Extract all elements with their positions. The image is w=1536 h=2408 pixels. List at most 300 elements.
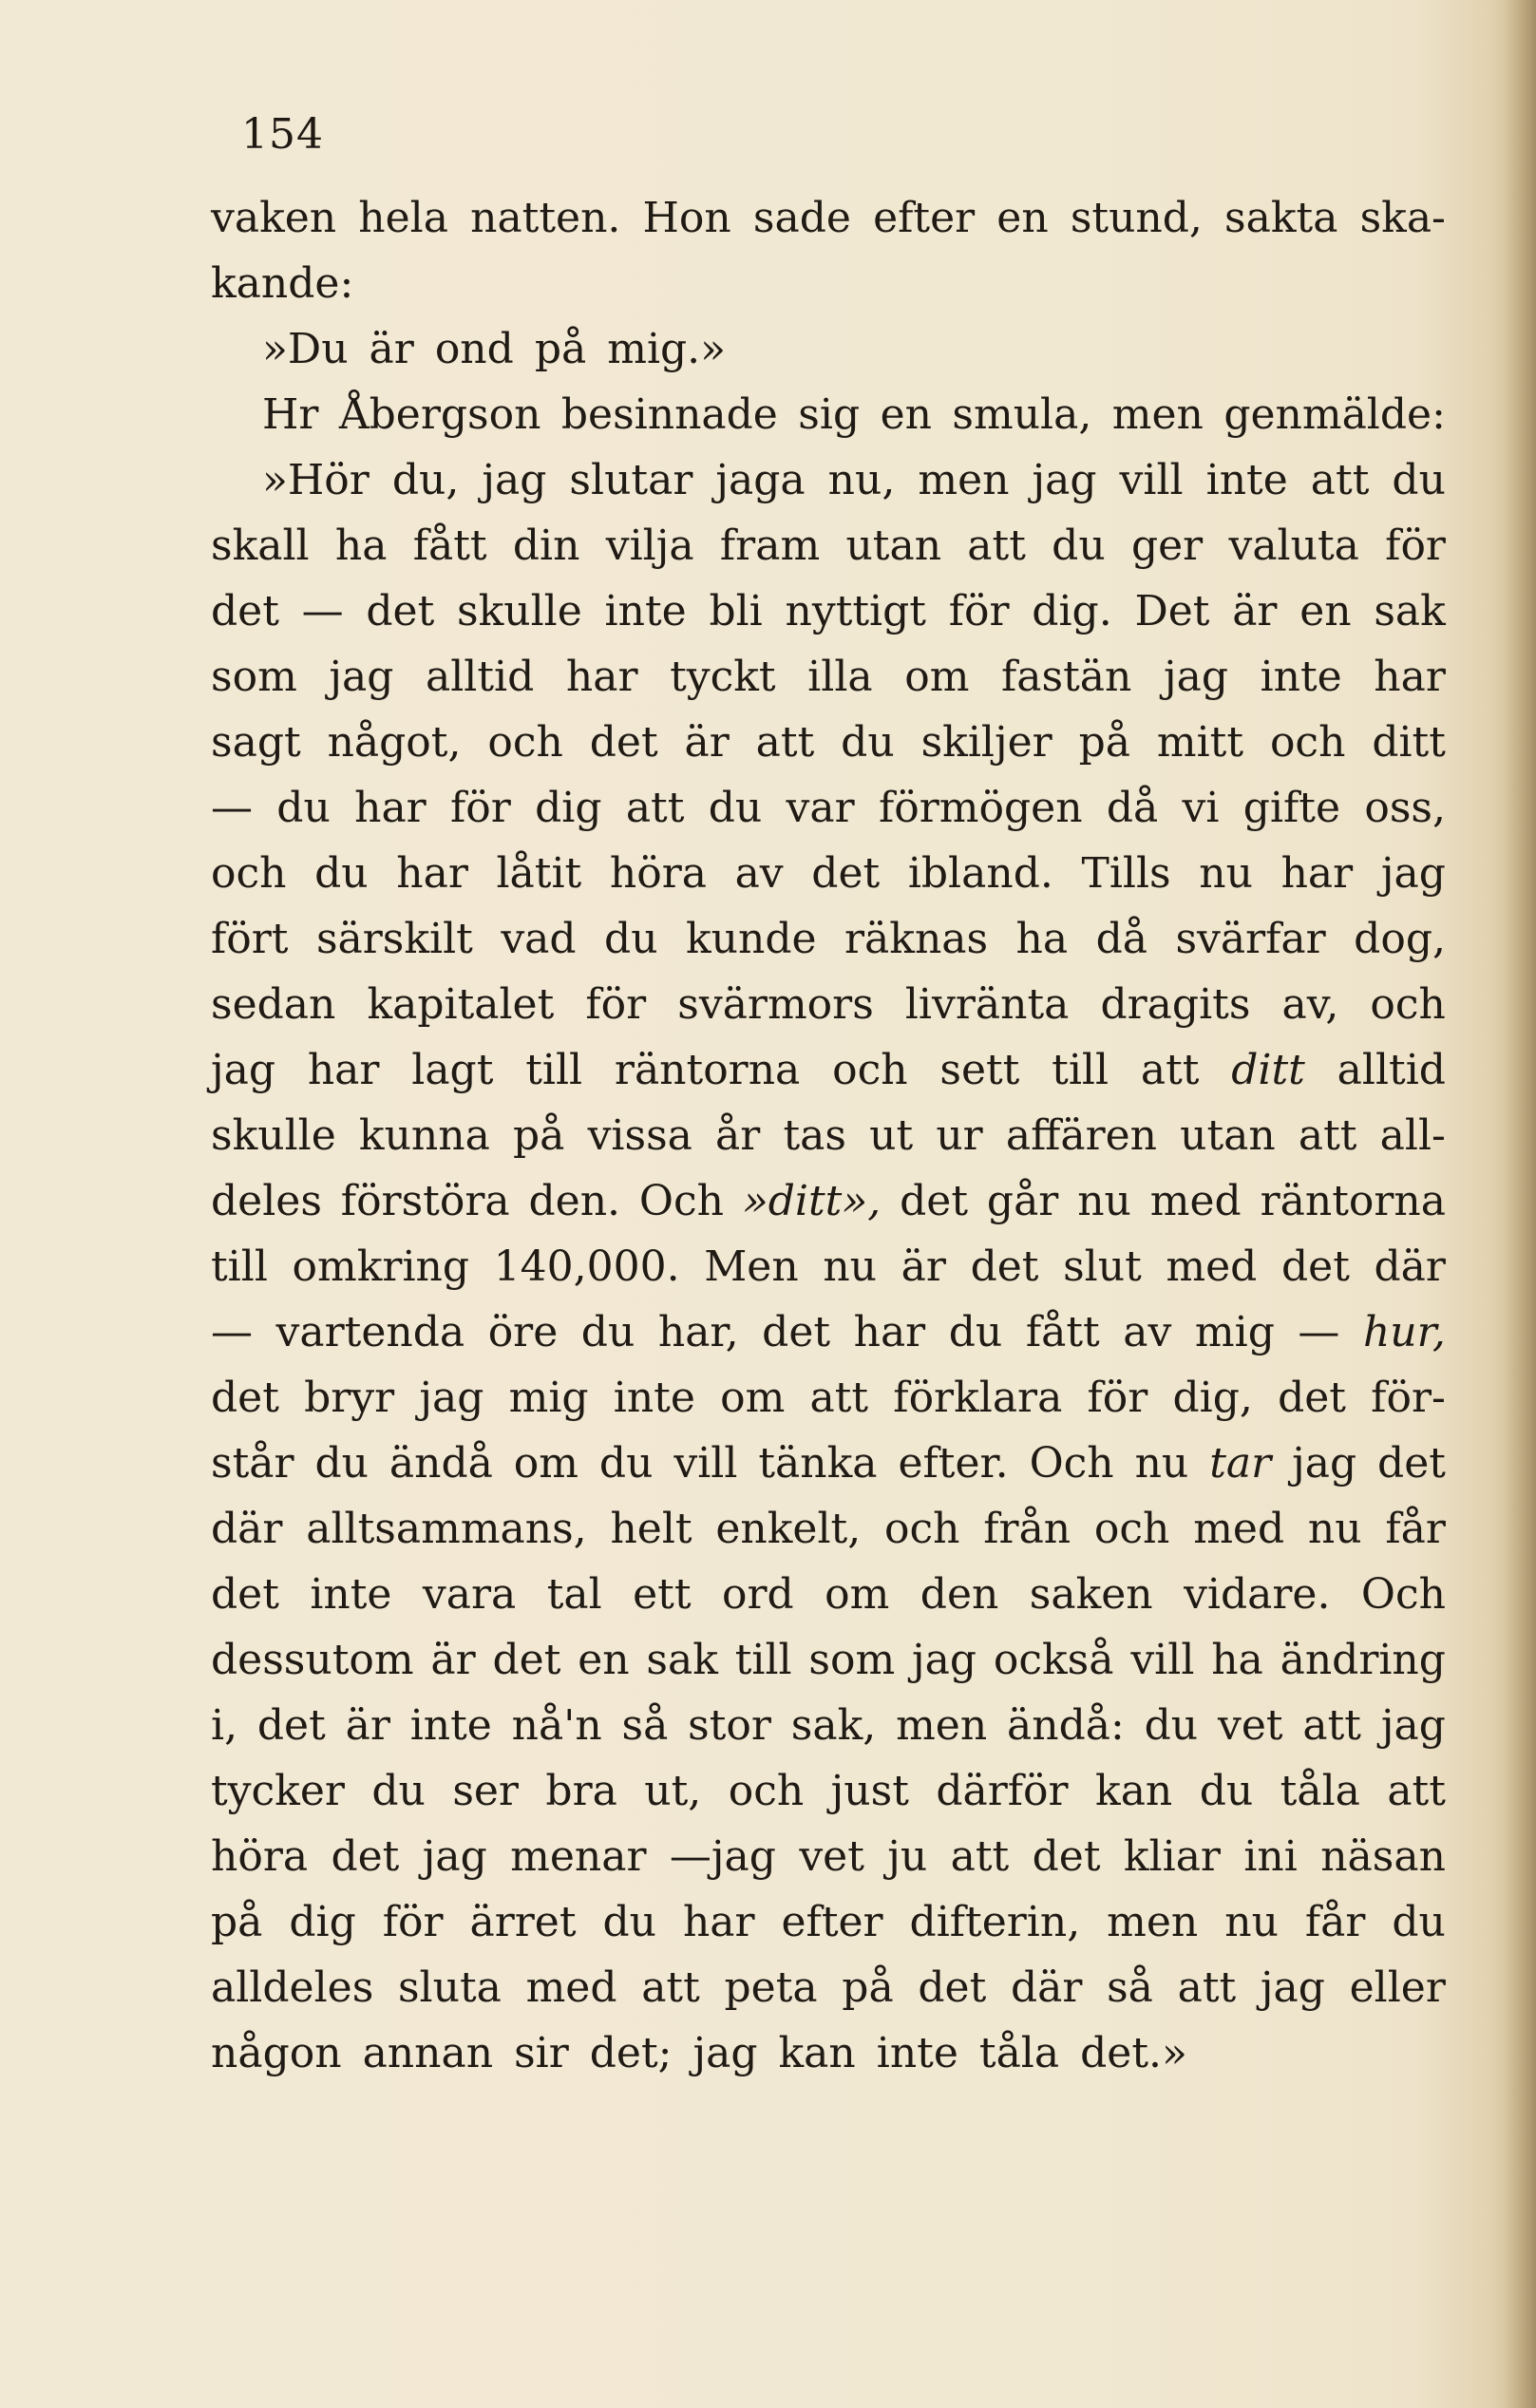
word: det [762, 1308, 831, 1356]
word: alldeles [211, 1963, 374, 2012]
word: av [734, 849, 784, 898]
word: om [904, 653, 970, 701]
word: bli [709, 587, 763, 635]
word: tänka [758, 1439, 878, 1488]
text-line [211, 513, 1446, 578]
word: har [853, 1308, 926, 1356]
word: det [1280, 1242, 1350, 1291]
word: nu [1199, 849, 1253, 898]
word: ut [869, 1111, 914, 1160]
word: att [1177, 1963, 1237, 2012]
word: en [1299, 587, 1352, 635]
word: har [565, 653, 638, 701]
word: du [276, 784, 331, 832]
word: men [1107, 1898, 1199, 1946]
word: därför [936, 1767, 1069, 1815]
word: kande: [211, 259, 354, 308]
word: det [970, 1242, 1039, 1291]
word: för [382, 1898, 444, 1946]
word: att [1298, 1111, 1357, 1160]
word: sig [798, 390, 861, 439]
word: men [1111, 390, 1204, 439]
word: på [534, 325, 587, 373]
word: »ditt», [742, 1177, 882, 1225]
word: höra [211, 1832, 309, 1881]
text-line [211, 251, 1446, 316]
word: så [621, 1701, 669, 1750]
word: jag [1163, 653, 1228, 701]
word: vill [673, 1439, 738, 1488]
word: det [1377, 1439, 1446, 1488]
word: det [811, 849, 881, 898]
word: för [948, 587, 1010, 635]
word: på [211, 1898, 263, 1946]
word: har [354, 784, 427, 832]
word: smula, [952, 390, 1092, 439]
page-number: 154 [241, 110, 324, 159]
word: jag [1292, 1439, 1357, 1488]
word: på [842, 1963, 894, 2012]
word: sir [514, 2029, 569, 2077]
word: lagt [411, 1046, 494, 1094]
text-line [211, 644, 1446, 710]
word: om [513, 1439, 578, 1488]
word: förklara [893, 1374, 1063, 1422]
word: ändå: [1007, 1701, 1125, 1750]
word: till [211, 1242, 268, 1291]
word: med [1166, 1242, 1258, 1291]
word: där [211, 1505, 283, 1553]
word: din [512, 521, 580, 570]
word: ha [1015, 915, 1069, 963]
word: jag [422, 1832, 487, 1881]
word: inte [310, 1570, 392, 1619]
word: Och [1029, 1439, 1114, 1488]
word: där [1010, 1963, 1083, 2012]
word: vidare. [1184, 1570, 1331, 1619]
word: du [948, 1308, 1003, 1356]
word: affären [1005, 1111, 1157, 1160]
word: den. [528, 1177, 621, 1225]
word: sakta [1224, 194, 1338, 242]
word: jag [1032, 456, 1097, 504]
word: sak [646, 1636, 718, 1684]
word: förmögen [878, 784, 1083, 832]
word: Åbergson [338, 390, 541, 439]
word: Det [1134, 587, 1210, 635]
word: nu [1307, 1505, 1362, 1553]
word: och [1093, 1505, 1170, 1553]
word: tåla [978, 2029, 1060, 2077]
text-line [211, 841, 1446, 906]
word: med [1149, 1177, 1242, 1225]
word: men [918, 456, 1010, 504]
word: var [786, 784, 855, 832]
word: vissa [587, 1111, 692, 1160]
word: hur, [1362, 1308, 1446, 1356]
word: gifte [1242, 784, 1341, 832]
word: ett [633, 1570, 692, 1619]
word: dessutom [211, 1636, 414, 1684]
word: något, [327, 718, 462, 767]
word: all- [1379, 1111, 1446, 1160]
word: som [211, 653, 297, 701]
word: — [301, 587, 344, 635]
word: bryr [304, 1374, 395, 1422]
word: har [1374, 653, 1446, 701]
page-edge-shadow [1504, 0, 1536, 2408]
word: räntorna [1260, 1177, 1446, 1225]
word: låtit [496, 849, 582, 898]
word: kunde [686, 915, 817, 963]
word: alltid [426, 653, 535, 701]
word: för- [1371, 1374, 1446, 1422]
word: på [1078, 718, 1130, 767]
word: dig [289, 1898, 356, 1946]
word: öre [487, 1308, 559, 1356]
word: skiljer [920, 718, 1052, 767]
word: mig.» [607, 325, 727, 373]
word: är [901, 1242, 946, 1291]
word: har, [657, 1308, 739, 1356]
text-line [211, 1431, 1446, 1496]
word: om [720, 1374, 786, 1422]
word: då [1106, 784, 1159, 832]
word: det [366, 587, 435, 635]
word: du, [391, 456, 460, 504]
text-line [211, 1168, 1446, 1234]
word: fått [1025, 1308, 1100, 1356]
word: en [996, 194, 1049, 242]
word: annan [362, 2029, 494, 2077]
word: sagt [211, 718, 301, 767]
word: är [1232, 587, 1278, 635]
word: det [331, 1832, 400, 1881]
word: vet [799, 1832, 864, 1881]
word: — [211, 1308, 253, 1356]
word: mig [1194, 1308, 1275, 1356]
word: —jag [669, 1832, 776, 1881]
word: går [986, 1177, 1059, 1225]
word: har [1280, 849, 1354, 898]
word: näsan [1320, 1832, 1446, 1881]
word: jag [211, 1046, 276, 1094]
word: om [825, 1570, 890, 1619]
word: skulle [457, 587, 582, 635]
word: nu [1077, 1177, 1131, 1225]
word: dig. [1032, 587, 1112, 635]
word: jag [1380, 849, 1446, 898]
word: tåla [1280, 1767, 1360, 1815]
word: räknas [844, 915, 989, 963]
word: sak, [790, 1701, 877, 1750]
word: att [641, 1963, 700, 2012]
word: så [1107, 1963, 1153, 2012]
word: har [396, 849, 468, 898]
word: för [585, 980, 647, 1029]
text-line [211, 1496, 1446, 1562]
word: menar [510, 1832, 647, 1881]
text-line [211, 578, 1446, 644]
word: inte [409, 1701, 492, 1750]
word: 140,000. [493, 1242, 680, 1291]
word: kapitalet [367, 980, 555, 1029]
text-line [211, 1824, 1446, 1889]
word: tal [546, 1570, 602, 1619]
text-line [211, 1562, 1446, 1627]
word: du [1052, 521, 1106, 570]
word: fram [719, 521, 821, 570]
word: till [1052, 1046, 1109, 1094]
word: deles [211, 1177, 322, 1225]
word: det [589, 718, 658, 767]
word: det.» [1080, 2029, 1187, 2077]
word: jag [912, 1636, 977, 1684]
word: du [1392, 456, 1446, 504]
word: det [211, 587, 279, 635]
word: vill [1130, 1636, 1195, 1684]
word: dragits [1100, 980, 1251, 1029]
word: att [950, 1832, 1010, 1881]
word: ändring [1280, 1636, 1446, 1684]
word: hela [358, 194, 448, 242]
word: år [715, 1111, 761, 1160]
word: från [983, 1505, 1071, 1553]
word: det [211, 1570, 279, 1619]
word: tar [1209, 1439, 1272, 1488]
word: inte [1260, 653, 1342, 701]
word: nu, [827, 456, 896, 504]
word: slutar [569, 456, 693, 504]
word: att [1302, 1701, 1361, 1750]
word: och [1370, 980, 1446, 1029]
word: saken [1029, 1570, 1153, 1619]
word: jag [329, 653, 394, 701]
word: illa [807, 653, 873, 701]
word: ärret [469, 1898, 577, 1946]
word: för [1385, 521, 1446, 570]
word: fört [211, 915, 289, 963]
word: ser [452, 1767, 519, 1815]
word: besinnade [560, 390, 778, 439]
word: tas [783, 1111, 846, 1160]
text-line [211, 710, 1446, 775]
word: och [728, 1767, 805, 1815]
word: Och [638, 1177, 724, 1225]
word: i, [211, 1701, 238, 1750]
word: och [832, 1046, 908, 1094]
word: jag [482, 456, 547, 504]
word: livränta [904, 980, 1070, 1029]
word: enkelt, [715, 1505, 862, 1553]
text-line [211, 2020, 1446, 2086]
word: på [513, 1111, 565, 1160]
word: Och [1360, 1570, 1446, 1619]
word: dig, [1172, 1374, 1253, 1422]
word: utan [1180, 1111, 1276, 1160]
word: sluta [397, 1963, 502, 2012]
word: stund, [1070, 194, 1203, 242]
word: kunna [358, 1111, 490, 1160]
word: »Hör [262, 456, 370, 504]
word: mig [508, 1374, 589, 1422]
text-line [211, 1627, 1446, 1693]
word: vilja [605, 521, 694, 570]
word: du [314, 849, 369, 898]
word: peta [724, 1963, 818, 2012]
text-line [211, 972, 1446, 1037]
word: vi [1182, 784, 1220, 832]
word: sade [752, 194, 851, 242]
word: någon [211, 2029, 342, 2077]
text-line [211, 906, 1446, 972]
word: ord [721, 1570, 794, 1619]
word: som [808, 1636, 896, 1684]
word: det [492, 1636, 561, 1684]
word: sak [1374, 587, 1446, 635]
word: att [809, 1374, 869, 1422]
word: där [1374, 1242, 1446, 1291]
word: svärmors [677, 980, 874, 1029]
word: ger [1130, 521, 1204, 570]
word: av [1123, 1308, 1172, 1356]
text-line [211, 185, 1446, 251]
text-line [211, 1758, 1446, 1824]
word: skulle [211, 1111, 336, 1160]
word: och [1269, 718, 1346, 767]
word: ditt [1372, 718, 1446, 767]
word: bra [545, 1767, 617, 1815]
text-line [211, 1103, 1446, 1168]
word: får [1304, 1898, 1366, 1946]
word: du [604, 915, 658, 963]
word: det [918, 1963, 987, 2012]
word: sedan [211, 980, 336, 1029]
word: en [578, 1636, 630, 1684]
word: höra [609, 849, 707, 898]
word: till [734, 1636, 792, 1684]
word: Hr [262, 390, 319, 439]
word: inte [1205, 456, 1288, 504]
word: fått [412, 521, 487, 570]
word: för [1087, 1374, 1148, 1422]
word: med [525, 1963, 617, 2012]
text-line [211, 316, 1446, 382]
word: att [1140, 1046, 1200, 1094]
word: en [880, 390, 932, 439]
word: ur [936, 1111, 983, 1160]
word: att [967, 521, 1026, 570]
text-line [211, 1037, 1446, 1103]
word: ut, [644, 1767, 702, 1815]
word: efter [781, 1898, 883, 1946]
word: natten. [470, 194, 621, 242]
text-line [211, 382, 1446, 447]
word: Hon [642, 194, 731, 242]
text-line [211, 1234, 1446, 1299]
word: är [369, 325, 414, 373]
text-line [211, 1955, 1446, 2020]
word: Men [704, 1242, 799, 1291]
text-line [211, 1365, 1446, 1431]
word: du [314, 1439, 369, 1488]
text-line [211, 775, 1446, 841]
word: svärfar [1175, 915, 1326, 963]
word: ond [434, 325, 514, 373]
word: Tills [1081, 849, 1171, 898]
word: förstöra [340, 1177, 510, 1225]
word: mitt [1156, 718, 1244, 767]
word: vill [1119, 456, 1184, 504]
word: kan [778, 2029, 856, 2077]
word: tyckt [670, 653, 776, 701]
word: fastän [1001, 653, 1132, 701]
word: med [1193, 1505, 1285, 1553]
word: du [1199, 1767, 1254, 1815]
word: att [1310, 456, 1370, 504]
word: det; [589, 2029, 673, 2077]
word: den [920, 1570, 999, 1619]
word: du [580, 1308, 635, 1356]
text-line [211, 1889, 1446, 1955]
word: ibland. [907, 849, 1053, 898]
word: skall [211, 521, 310, 570]
word: vad [501, 915, 577, 963]
word: ändå [389, 1439, 493, 1488]
word: nu [1134, 1439, 1189, 1488]
word: — [1298, 1308, 1340, 1356]
word: till [525, 1046, 583, 1094]
text-line [211, 1693, 1446, 1758]
word: jag [1380, 1701, 1446, 1750]
word: vaken [211, 194, 337, 242]
word: men [896, 1701, 988, 1750]
word: ini [1243, 1832, 1298, 1881]
word: du [708, 784, 763, 832]
word: slut [1063, 1242, 1142, 1291]
word: du [1144, 1701, 1199, 1750]
word: oss, [1364, 784, 1446, 832]
word: det [900, 1177, 969, 1225]
word: nu [823, 1242, 878, 1291]
word: det [211, 1374, 279, 1422]
word: du [598, 1439, 654, 1488]
word: och [211, 849, 287, 898]
word: och [883, 1505, 960, 1553]
word: efter [873, 194, 976, 242]
word: du [841, 718, 895, 767]
body-text [211, 185, 1446, 2086]
word: dig [535, 784, 602, 832]
word: är [430, 1636, 476, 1684]
word: eller [1349, 1963, 1446, 2012]
word: alltid [1337, 1046, 1446, 1094]
word: omkring [292, 1242, 470, 1291]
word: att [1387, 1767, 1446, 1815]
word: och [487, 718, 563, 767]
word: ha [1211, 1636, 1263, 1684]
word: alltsammans, [306, 1505, 587, 1553]
word: nu [1224, 1898, 1279, 1946]
word: ska- [1359, 194, 1446, 242]
word: får [1385, 1505, 1446, 1553]
word: just [830, 1767, 909, 1815]
text-line [211, 1299, 1446, 1365]
word: att [755, 718, 815, 767]
word: för [450, 784, 511, 832]
word: är [345, 1701, 390, 1750]
word: vara [422, 1570, 517, 1619]
